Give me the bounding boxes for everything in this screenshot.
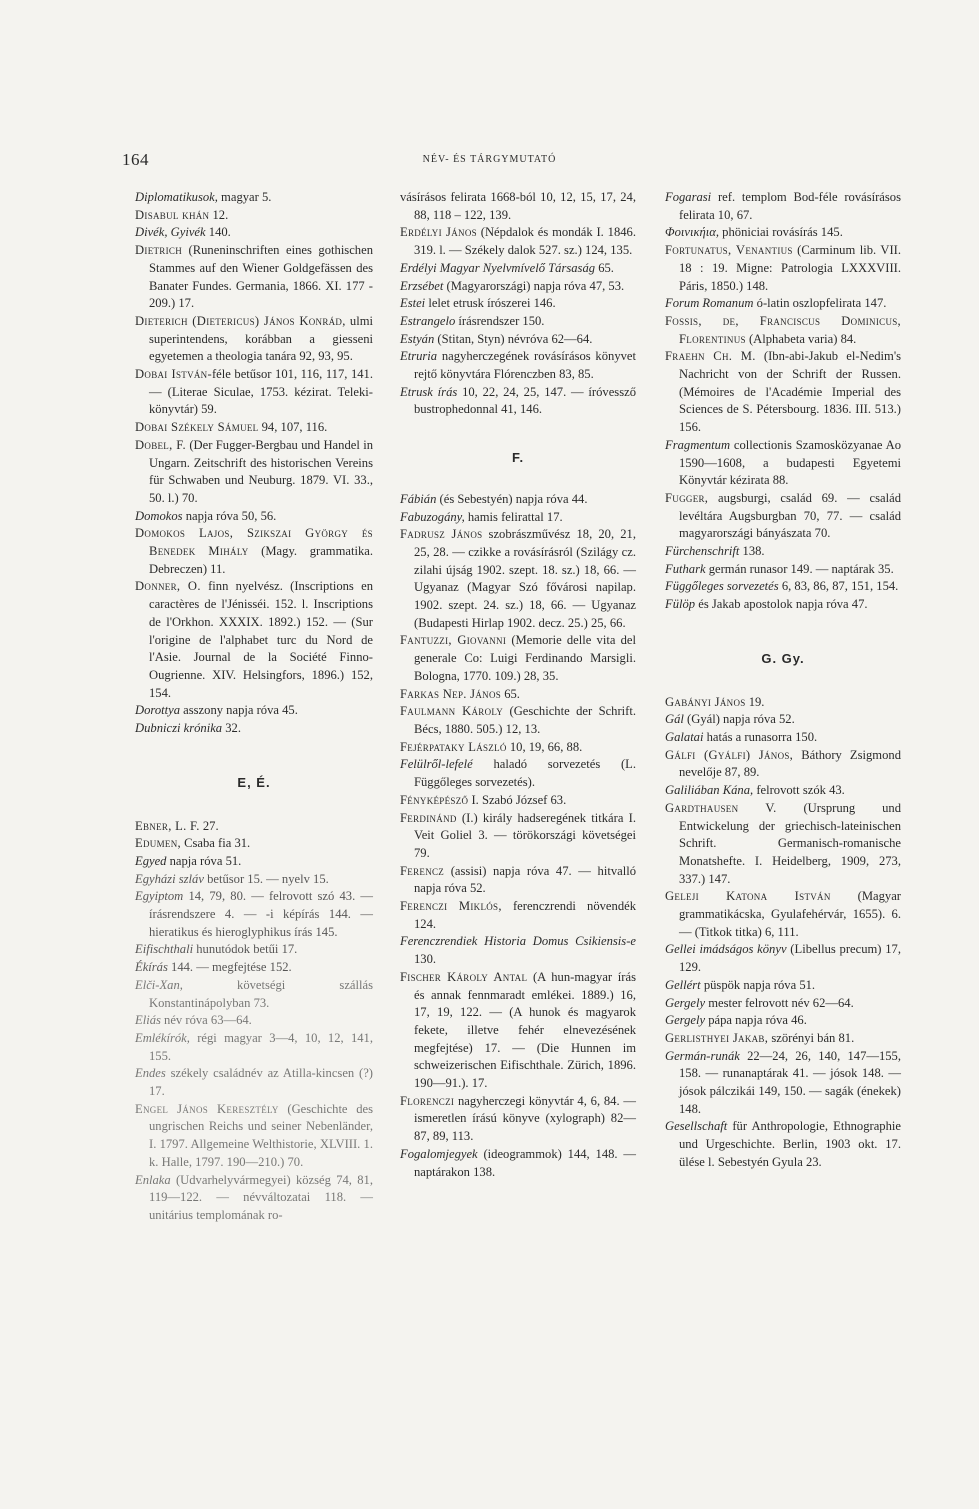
entry-headword: Gabányi János	[665, 694, 746, 709]
index-entry	[135, 702, 373, 720]
index-entry	[665, 1118, 901, 1171]
entry-text: (Magy. grammatika. Debreczen) 11.	[149, 544, 374, 576]
entry-headword: Gellei imádságos könyv	[665, 942, 787, 957]
entry-headword: Eliás	[135, 1013, 161, 1028]
index-entry	[400, 491, 636, 509]
entry-headword: Galiliában Kána,	[665, 783, 754, 798]
entry-text: 138.	[739, 544, 765, 559]
entry-headword: Egyed	[135, 853, 167, 868]
entry-text: szörényi bán 81.	[768, 1030, 855, 1045]
index-entry	[135, 1012, 373, 1030]
entry-headword: Domokos	[135, 508, 183, 523]
entry-headword: Fossis, de, Franciscus Dominicus, Florentinus	[665, 313, 901, 346]
page-number: 164	[122, 150, 149, 169]
entry-text: lelet etrusk írószerei 146.	[425, 296, 556, 311]
entry-text: féle betűsor 101, 116, 117, 141. — (Literae Siculae, 1753. kézirat. Teleki-könyvtár) 59.	[149, 367, 374, 417]
index-column-1	[135, 189, 373, 1225]
index-entry	[665, 1012, 901, 1030]
index-entry	[135, 1101, 373, 1172]
entry-headword: Gardthausen V.	[665, 800, 777, 815]
section-heading: E, É.	[237, 774, 271, 790]
entry-headword: Dorottya	[135, 703, 181, 718]
entry-headword: Erdélyi Magyar Nyelvmívelő Társaság	[400, 260, 596, 275]
entry-headword: Fogarasi	[665, 190, 712, 204]
index-entry	[400, 384, 636, 419]
entry-text: 6, 83, 86, 87, 151, 154.	[778, 579, 899, 594]
entry-headword: Erdélyi János	[400, 225, 477, 240]
index-entry	[665, 189, 901, 224]
index-entry	[400, 313, 636, 331]
entry-headword: Fantuzzi, Giovanni	[400, 633, 507, 648]
index-entry	[665, 295, 901, 313]
index-entry	[135, 242, 373, 313]
entry-headword: Elči-Xan,	[135, 977, 183, 992]
entry-text: püspök napja róva 51.	[700, 977, 816, 992]
entry-text: Báthory Zsigmond nevelője 87, 89.	[679, 747, 901, 780]
entry-text: hunutódok betűi 17.	[193, 942, 298, 957]
entry-text: 19.	[745, 694, 765, 709]
index-entry	[665, 543, 901, 561]
index-entry	[665, 561, 901, 579]
entry-text: (Ursprung und Entwickelung der griechisch-lateinischen Schrift. Germanisch-romanische Monatshefte. I. Heidelberg, 1909, 273, 337.) 147.	[679, 800, 901, 886]
section-heading: G. Gy.	[761, 650, 805, 666]
entry-headword: Faulmann Károly	[400, 704, 504, 719]
index-entry	[135, 1065, 373, 1100]
entry-text: (Ibn-abi-Jakub el-Nedim's Nachricht von der Schrift der Russen. (Mémoires de l'Académie Imperial des Sciences de S. Pétersbourg. 1836. III. 513.) 156.	[679, 349, 901, 435]
entry-headword: Fadrusz János	[400, 527, 483, 542]
index-entry	[400, 224, 636, 259]
entry-text: napja róva 51.	[166, 853, 242, 868]
index-entry	[400, 526, 636, 632]
index-entry	[400, 969, 636, 1093]
entry-headword: Endes	[135, 1066, 166, 1081]
index-entry	[665, 711, 901, 729]
entry-text: (Magyar grammatikácska, Gyulafehérvár, 1655). 6. — (Titkok titka) 6, 111.	[679, 889, 901, 939]
entry-text: székely családnév az Atilla-kincsen (?) 17.	[149, 1066, 373, 1099]
entry-text: finn nyelvész. (Inscriptions en caractères de l'Jénisséi. 152. l. Inscriptions de l'Orkhon. XXXIX. 1892.) 152. — (Sur l'origine de l'alphabet turc du Nord de l'Asie. Journal de la Société Finno-Ougrienne. XIV. Helsingfors, 1896.) 152, 154.	[149, 579, 373, 700]
index-entry	[135, 977, 373, 1012]
entry-headword: Dietrich	[135, 243, 182, 258]
entry-text: (Der Fugger-Bergbau und Handel in Ungarn. Zeitschrift des historischen Vereins für Schwaben und Neuburg. 1879. VI. 33., 50. l.) 70.	[149, 437, 373, 505]
entry-headword: Emlékírók,	[135, 1030, 190, 1045]
index-entry	[135, 366, 373, 419]
entry-text: I. Szabó József 63.	[468, 792, 567, 807]
entry-text: germán runasor 149. — naptárak 35.	[705, 561, 894, 576]
index-entry	[400, 686, 636, 704]
entry-headword: Etruria	[400, 349, 438, 364]
entry-headword: Erzsébet	[400, 278, 444, 293]
entry-text: és Jakab apostolok napja róva 47.	[695, 597, 868, 612]
entry-text: (és Sebestyén) napja róva 44.	[436, 491, 588, 506]
index-entry	[665, 977, 901, 995]
entry-text: betűsor 15. — nyelv 15.	[203, 871, 329, 886]
index-entry	[665, 782, 901, 800]
index-entry	[135, 437, 373, 508]
entry-text: (Carminum lib. VII. 18 : 19. Migne: Patrologia LXXXVIII. Páris, 1850.) 148.	[679, 243, 901, 293]
entry-text: írásrendszer 150.	[455, 313, 545, 328]
entry-headword: Estei	[400, 296, 426, 311]
entry-text: vásírásos felirata 1668-ból 10, 12, 15, 17, 24, 88, 118 – 122, 139.	[400, 190, 636, 222]
index-entry	[400, 278, 636, 296]
entry-headword: Fragmentum	[665, 437, 731, 452]
index-entry	[135, 959, 373, 977]
entry-text: hatás a runasorra 150.	[703, 729, 818, 744]
entry-text: név róva 63—64.	[160, 1013, 252, 1028]
entry-headword: Fényképésző	[400, 792, 469, 807]
entry-text: 144. — megfejtése 152.	[167, 960, 292, 975]
index-entry	[400, 295, 636, 313]
entry-headword: Gerlisthyei Jakab,	[665, 1030, 769, 1045]
entry-text: 65.	[595, 260, 614, 275]
index-entry	[135, 578, 373, 702]
entry-headword: Enlaka	[135, 1172, 171, 1187]
section-heading: F.	[511, 450, 525, 466]
index-entry	[665, 224, 901, 242]
index-entry	[665, 888, 901, 941]
index-entry	[665, 242, 901, 295]
index-entry	[400, 739, 636, 757]
entry-text: (Magyarországi) napja róva 47, 53.	[443, 278, 625, 293]
entry-text: (A hun-magyar írás és annak fennmaradt emlékei. 1889.) 16, 17, 19, 122. — (A hunok és magyarok fekete, illetve fehér elnevezésének megfejtése) 17. — (Die Hunnen im schweizerischen Eifischthale. Zürich, 1896. 190—91.). 17.	[414, 969, 636, 1091]
entry-headword: Függőleges sorvezetés	[665, 579, 779, 594]
index-entry	[400, 189, 636, 224]
entry-text: collectionis Szamosközyanae Ao 1590—1608, a budapesti Egyetemi Könyvtár kézirata 88.	[679, 437, 901, 488]
entry-headword: Fejérpataky László	[400, 739, 507, 754]
entry-headword: Farkas Nep. János	[400, 686, 502, 701]
index-entry	[665, 694, 901, 712]
entry-headword: Ékírás	[135, 960, 168, 975]
entry-text: napja róva 50, 56.	[182, 508, 277, 523]
entry-text: (Libellus precum) 17, 129.	[679, 942, 901, 975]
entry-text: (Stitan, Styn) névróva 62—64.	[434, 331, 593, 346]
entry-text: (assisi) napja róva 47. — hitvalló napja róva 52.	[414, 863, 636, 896]
entry-text: (Runeninschriften eines gothischen Stammes auf den Wiener Goldgefässen des Banater Fundes. Germania, 1866. XI. 177 - 209.) 17.	[149, 243, 373, 311]
entry-text: ó-latin oszlopfelirata 147.	[753, 296, 887, 311]
entry-headword: Ferenczi Miklós,	[400, 899, 502, 914]
entry-text: ferenczrendi növendék 124.	[414, 899, 637, 931]
entry-headword: Fabuzogány,	[400, 509, 465, 524]
entry-headword: Forum Romanum	[665, 296, 754, 311]
index-entry	[135, 720, 373, 738]
entry-headword: Dobel, F.	[135, 437, 186, 452]
index-entry	[135, 853, 373, 871]
entry-headword: Felülről-lefelé	[400, 757, 473, 772]
entry-text: követségi szállás Konstantinápolyban 73.	[149, 977, 373, 1010]
index-entry	[665, 313, 901, 348]
entry-text: 32.	[222, 721, 241, 736]
entry-text: 12.	[209, 207, 229, 222]
index-entry	[400, 898, 636, 933]
entry-headword: Egyiptom	[135, 889, 184, 904]
entry-headword: Fábián	[400, 491, 437, 506]
entry-text: 65.	[501, 686, 520, 701]
entry-headword: Gálfi (Gyálfi) János,	[665, 747, 794, 762]
index-entry	[665, 578, 901, 596]
entry-text: 14, 79, 80. — felrovott szó 43. — írásrendszere 4. — -i képírás 144. — hieratikus és hieroglyphikus írás 145.	[149, 889, 373, 939]
index-entry	[400, 756, 636, 791]
index-entry	[400, 810, 636, 863]
index-entry	[665, 729, 901, 747]
index-entry	[665, 1048, 901, 1119]
index-entry	[665, 747, 901, 782]
index-entry	[665, 596, 901, 614]
entry-text: felrovott szók 43.	[753, 783, 845, 798]
index-entry	[400, 348, 636, 383]
running-head: NÉV- ÉS TÁRGYMUTATÓ	[422, 154, 557, 165]
entry-headword: Fischer Károly Antal	[400, 969, 528, 984]
index-entry	[665, 995, 901, 1013]
index-entry	[400, 632, 636, 685]
index-entry	[400, 1093, 636, 1146]
entry-text: magyar 5.	[217, 190, 272, 204]
entry-text: szobrászművész 18, 20, 21, 25, 28. — czikke a rovásírásról (Szilágy cz. zilahi újság 1902. szept. 18. sz.) 18, 66. — Ugyanaz (Magyar Szó fővárosi napilap. 1902. szept. 24. sz.) 18, 66. — Ugyanaz (Budapesti Hirlap 1902. decz. 25.) 25, 66.	[414, 527, 636, 630]
entry-headword: Ebner, L. F.	[135, 818, 200, 833]
entry-headword: Gergely	[665, 995, 706, 1010]
entry-headword: Fugger,	[665, 490, 709, 505]
entry-headword: Etrusk írás	[400, 384, 458, 399]
entry-headword: Ferdinánd	[400, 810, 457, 825]
index-entry	[400, 933, 636, 968]
entry-text: (Geschichte der Schrift. Bécs, 1880. 505.) 12, 13.	[414, 704, 636, 736]
entry-text: nagyherczegi könyvtár 4, 6, 84. — ismeretlen írású könyve (xylograph) 82—87, 89, 113.	[414, 1093, 636, 1144]
entry-headword: Germán-runák	[665, 1048, 740, 1063]
entry-text: (Memorie delle vita del generale Co: Luigi Ferdinando Marsigli. Bologna, 1770. 109.) 28, 35.	[414, 633, 636, 683]
index-entry	[135, 941, 373, 959]
entry-headword: Fogalomjegyek	[400, 1146, 478, 1161]
index-column-3	[665, 189, 901, 1172]
entry-headword: Disabul khán	[135, 207, 210, 222]
index-entry	[135, 508, 373, 526]
entry-headword: Φοινικήια,	[665, 225, 720, 240]
index-entry	[665, 800, 901, 889]
entry-headword: Egyházi szláv	[135, 871, 204, 886]
entry-headword: Futhark	[665, 561, 706, 576]
entry-headword: Galatai	[665, 729, 704, 744]
entry-headword: Donner, O.	[135, 579, 201, 594]
index-entry	[665, 1030, 901, 1048]
entry-text: 140.	[205, 225, 231, 240]
index-entry	[665, 348, 901, 437]
entry-headword: Gergely	[665, 1013, 706, 1028]
index-entry	[135, 888, 373, 941]
index-entry	[665, 941, 901, 976]
entry-headword: Fraehn Ch. M.	[665, 349, 756, 364]
entry-headword: Estrangelo	[400, 313, 456, 328]
entry-headword: Fülöp	[665, 597, 696, 612]
entry-text: haladó sorvezetés (L. Függőleges sorvezetés).	[414, 757, 636, 790]
entry-headword: Dubniczi krónika	[135, 721, 223, 736]
entry-text: augsburgi, család 69. — család levéltára Augsburgban 70, 77. — család magyarországi bányászata 70.	[679, 490, 901, 541]
entry-headword: Divék, Gyivék	[135, 225, 206, 240]
index-entry	[135, 1030, 373, 1065]
entry-text: pápa napja róva 46.	[705, 1013, 807, 1028]
index-entry	[665, 437, 901, 490]
entry-text: (Gyál) napja róva 52.	[683, 712, 795, 727]
entry-text: 10, 22, 24, 25, 147. — íróvessző bustrophedonnal 41, 146.	[414, 384, 636, 417]
entry-text: nagyherczegének rovásírásos könyvet rejtő könyvtára Flórenczben 83, 85.	[414, 349, 636, 382]
index-entry	[400, 703, 636, 738]
index-entry	[135, 835, 373, 853]
entry-text: für Anthropologie, Ethnographie und Urgeschichte. Berlin, 1903 okt. 17. ülése l. Sebestyén Gyula 23.	[679, 1119, 901, 1169]
entry-text: (Népdalok és mondák I. 1846. 319. l. — Székely dalok 527. sz.) 124, 135.	[414, 225, 637, 258]
index-entry	[135, 525, 373, 578]
entry-text: ulmi superintendens, korábban a giesseni egyetemen a theologia tanára 92, 93, 95.	[149, 313, 373, 364]
entry-text: 94, 107, 116.	[258, 420, 328, 435]
index-entry	[400, 260, 636, 278]
entry-text: ref. templom Bod-féle rovásírásos felirata 10, 67.	[679, 190, 901, 222]
entry-text: asszony napja róva 45.	[180, 703, 298, 718]
index-entry	[665, 490, 901, 543]
index-entry	[135, 1172, 373, 1225]
entry-text: (Alphabeta varia) 84.	[745, 331, 857, 346]
entry-headword: Gesellschaft	[665, 1119, 728, 1134]
entry-text: 10, 19, 66, 88.	[506, 739, 583, 754]
entry-headword: Domokos Lajos, Szikszai György és Benedek Mihály	[135, 526, 373, 559]
entry-text: hamis felirattal 17.	[464, 509, 563, 524]
entry-headword: Dieterich (Dietericus) János Konrád,	[135, 313, 346, 328]
index-entry	[135, 419, 373, 437]
index-column-2	[400, 189, 636, 1181]
entry-headword: Engel János Keresztély	[135, 1101, 279, 1116]
entry-text: (I.) király hadseregének titkára I. Veit Goliel 3. — törökországi követségei 79.	[414, 810, 636, 860]
index-entry	[135, 313, 373, 366]
entry-text: (Udvarhelyvármegyei) község 74, 81, 119—122. — névváltozatai 118. — unitárius templomának ro-	[149, 1172, 373, 1222]
index-entry	[135, 224, 373, 242]
index-entry	[400, 331, 636, 349]
entry-text: 22—24, 26, 140, 147—155, 158. — runanaptárak 41. — jósok 148. — jósok pálczikái 149, 150. — sagák (énekek) 148.	[679, 1048, 901, 1116]
entry-headword: Edumen,	[135, 836, 181, 851]
entry-headword: Gellért	[665, 977, 701, 992]
entry-text: mester felrovott név 62—64.	[705, 995, 854, 1010]
entry-headword: Dobai Székely Sámuel	[135, 420, 259, 435]
index-entry	[135, 189, 373, 207]
entry-headword: Ferencz	[400, 863, 445, 878]
index-entry	[400, 863, 636, 898]
index-entry	[135, 207, 373, 225]
entry-text: régi magyar 3—4, 10, 12, 141, 155.	[149, 1030, 373, 1063]
index-entry	[400, 792, 636, 810]
index-entry	[135, 818, 373, 836]
entry-headword: Diplomatikusok,	[135, 190, 218, 204]
entry-headword: Ferenczrendiek Historia Domus Csikiensis-e	[400, 934, 636, 949]
entry-text: phöniciai rovásírás 145.	[719, 225, 843, 240]
entry-text: Csaba fia 31.	[180, 836, 251, 851]
entry-text: (ideogrammok) 144, 148. — naptárakon 138.	[414, 1146, 636, 1179]
entry-text: 130.	[414, 952, 437, 967]
entry-headword: Eifischthali	[135, 942, 194, 957]
entry-headword: Geleji Katona István	[665, 889, 831, 904]
entry-text: (Geschichte des ungrischen Reichs und seiner Nebenländer, I. 1797. Allgemeine Welthistorie, XLVIII. 1. k. Halle, 1797. 190—210.) 70.	[149, 1101, 373, 1169]
entry-headword: Dobai István-	[135, 367, 212, 382]
entry-headword: Estyán	[400, 331, 435, 346]
entry-headword: Fürchenschrift	[665, 544, 740, 559]
index-entry	[400, 1146, 636, 1181]
entry-headword: Florenczi	[400, 1093, 455, 1108]
entry-text: 27.	[199, 818, 219, 833]
index-entry	[135, 871, 373, 889]
entry-headword: Gál	[665, 712, 684, 727]
entry-headword: Fortunatus, Venantius	[665, 243, 793, 258]
index-entry	[400, 509, 636, 527]
